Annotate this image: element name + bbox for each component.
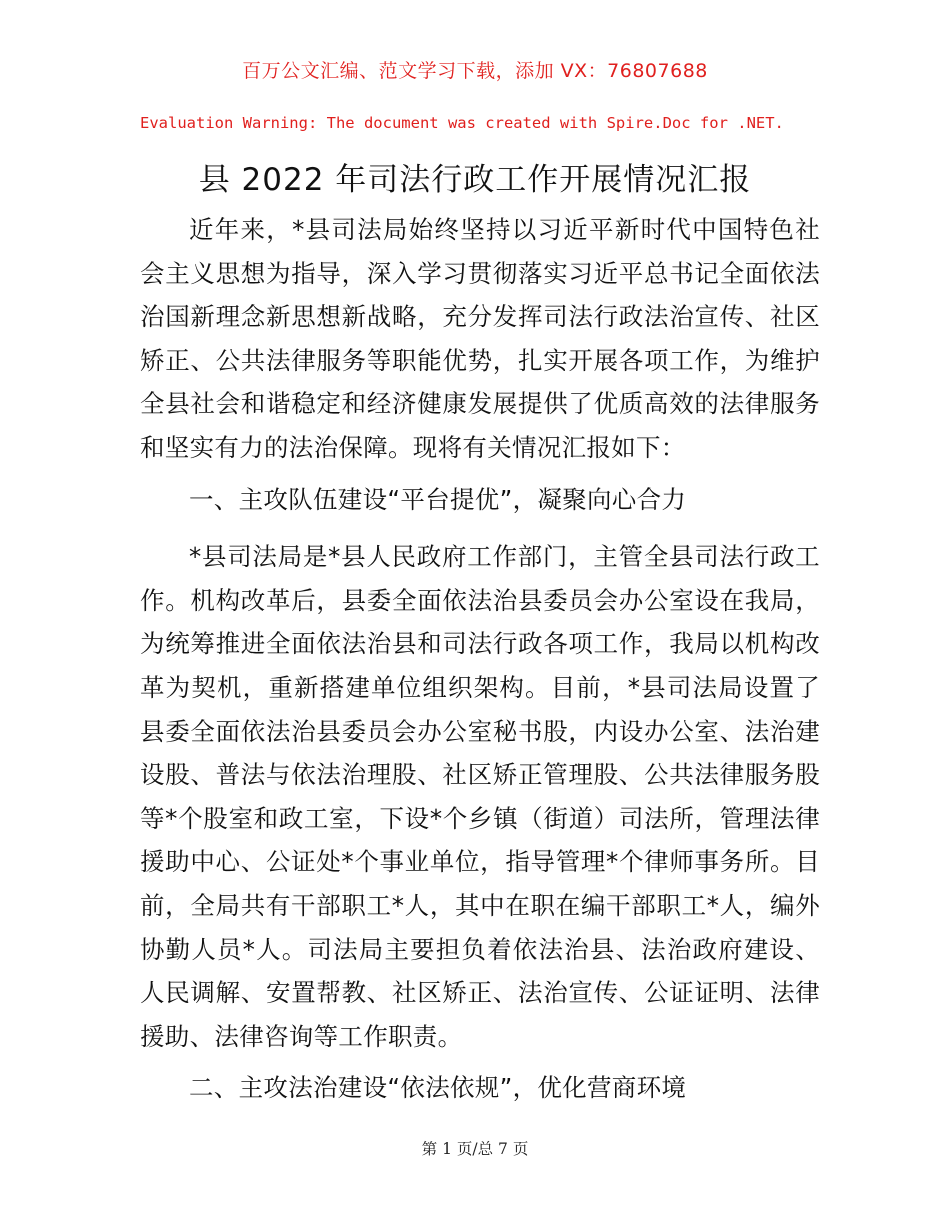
evaluation-warning: Evaluation Warning: The document was created with Spire.Doc for .NET. bbox=[140, 114, 784, 132]
document-body bbox=[140, 208, 820, 1124]
section-heading-2: 二、主攻法治建设“依法依规”，优化营商环境 bbox=[189, 1073, 687, 1103]
document-title: 县 2022 年司法行政工作开展情况汇报 bbox=[198, 162, 752, 198]
section-1-paragraph: *县司法局是*县人民政府工作部门，主管全县司法行政工作。机构改革后，县委全面依法治县委员会办公室设在我局，为统筹推进全面依法治县和司法行政各项工作，我局以机构改革为契机，重新搭建单位组织架构。目前，*县司法局设置了县委全面依法治县委员会办公室秘书股，内设办公室、法治建设股、普法与依法治理股、社区矫正管理股、公共法律服务股等*个股室和政工室，下设*个乡镇（街道）司法所，管理法律援助中心、公证处*个事业单位，指导管理*个律师事务所。目前，全局共有干部职工*人，其中在职在编干部职工*人，编外协勤人员*人。司法局主要担负着依法治县、法治政府建设、人民调解、安置帮教、社区矫正、法治宣传、公证证明、法律援助、法律咨询等工作职责。 bbox=[140, 542, 820, 1051]
intro-paragraph: 近年来，*县司法局始终坚持以习近平新时代中国特色社会主义思想为指导，深入学习贯彻落实习近平总书记全面依法治国新理念新思想新战略，充分发挥司法行政法治宣传、社区矫正、公共法律服务等职能优势，扎实开展各项工作，为维护全县社会和谐稳定和经济健康发展提供了优质高效的法律服务和坚实有力的法治保障。现将有关情况汇报如下： bbox=[140, 215, 820, 462]
section-heading-1: 一、主攻队伍建设“平台提优”，凝聚向心合力 bbox=[189, 484, 687, 514]
header-banner: 百万公文汇编、范文学习下载，添加 VX：76807688 bbox=[242, 60, 708, 82]
page-number: 第 1 页/总 7 页 bbox=[421, 1140, 529, 1158]
